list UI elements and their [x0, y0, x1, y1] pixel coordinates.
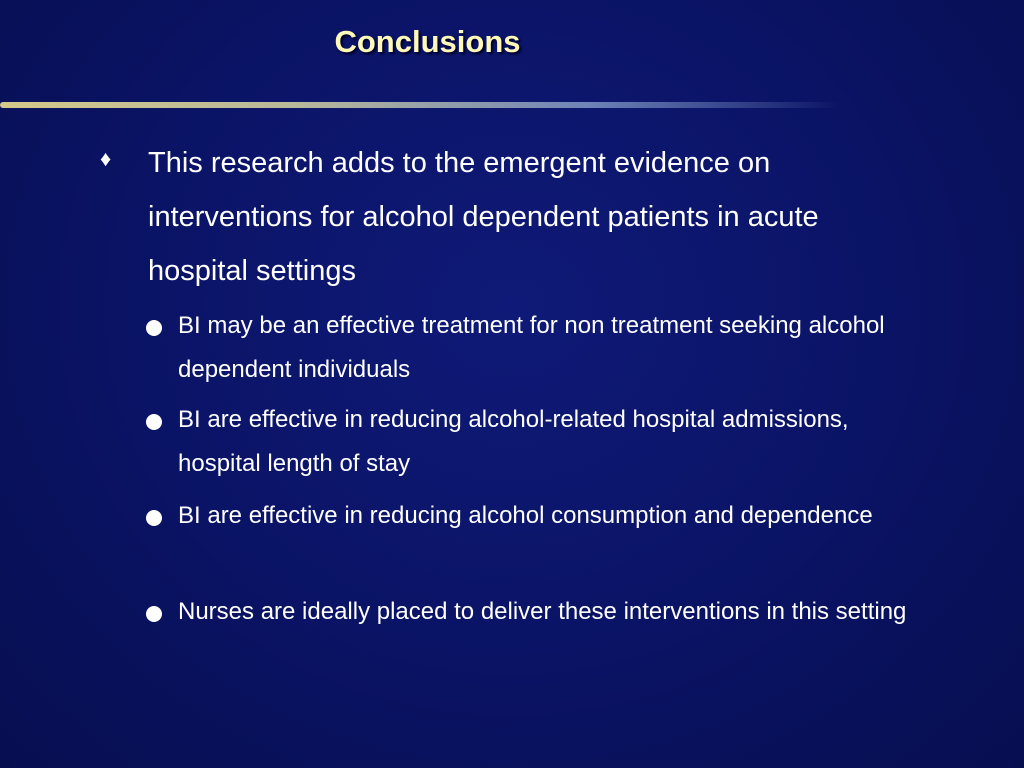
title-divider	[0, 102, 840, 108]
main-point: This research adds to the emergent evidence on interventions for alcohol dependent patients in acute hospital settings	[148, 147, 819, 287]
slide-title: Conclusions	[334, 24, 521, 59]
circle-bullet-icon	[146, 606, 162, 622]
circle-bullet-icon	[146, 320, 162, 336]
diamond-bullet-icon: ♦	[100, 146, 112, 171]
circle-bullet-icon	[146, 510, 162, 526]
sub-point-text: BI are effective in reducing alcohol-related hospital admissions, hospital length of stay	[178, 406, 849, 477]
sub-point-text: Nurses are ideally placed to deliver these interventions in this setting	[178, 598, 907, 625]
circle-bullet-icon	[146, 414, 162, 430]
sub-point-text: BI are effective in reducing alcohol consumption and dependence	[178, 502, 873, 529]
sub-point-text: BI may be an effective treatment for non treatment seeking alcohol dependent individuals	[178, 312, 885, 383]
